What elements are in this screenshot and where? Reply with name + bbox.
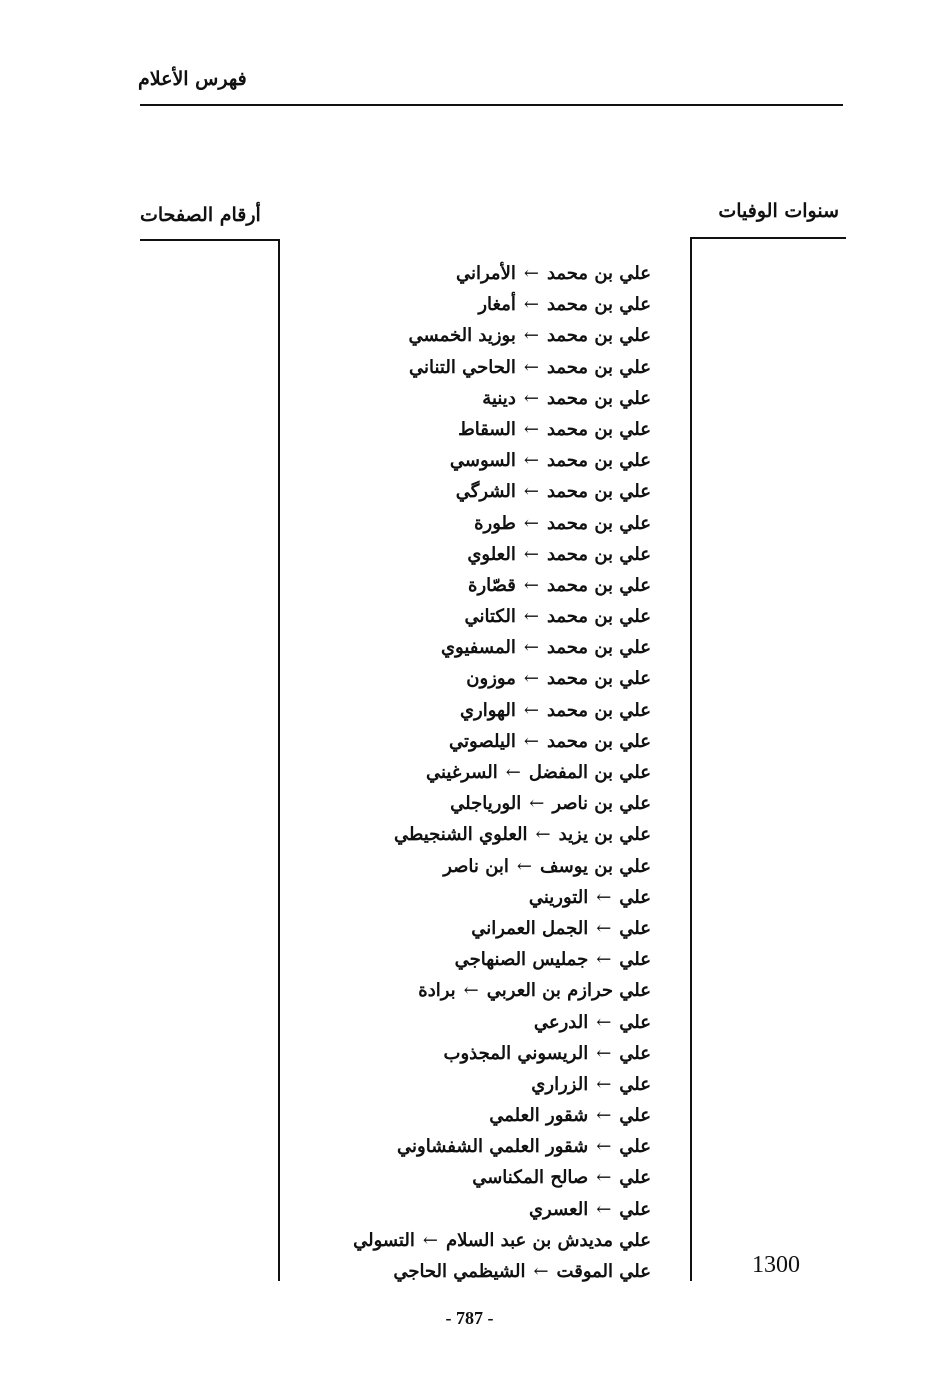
index-entry [271, 601, 651, 632]
death-years-heading-rule [690, 237, 846, 239]
left-arrow-icon: ← [523, 263, 539, 284]
left-arrow-icon: ← [596, 1167, 612, 1189]
index-entry [271, 663, 651, 694]
left-arrow-icon: ← [523, 294, 539, 316]
entry-reference: شقور العلمي [489, 1105, 589, 1127]
index-entry [271, 1225, 651, 1256]
entry-reference: طورة [474, 512, 516, 534]
left-arrow-icon: ← [596, 1042, 612, 1064]
entry-reference: أمغار [478, 294, 516, 316]
left-arrow-icon: ← [596, 1198, 612, 1220]
index-entry [271, 1194, 651, 1225]
entry-reference: العلوي الشنجيطي [393, 824, 528, 846]
entry-name: علي بن محمد [546, 387, 651, 409]
index-entry [271, 1069, 651, 1100]
entry-reference: التسولي [353, 1229, 415, 1251]
index-entry [271, 1256, 651, 1287]
entry-name: علي بن محمد [546, 512, 651, 534]
left-arrow-icon: ← [523, 450, 539, 472]
entry-name: علي بن المفضل [528, 762, 651, 783]
index-entry [271, 632, 651, 663]
index-entry [271, 352, 651, 383]
index-entry [271, 1162, 651, 1193]
header-rule [140, 104, 843, 106]
entry-reference: شقور العلمي الشفشاوني [397, 1136, 589, 1158]
left-arrow-icon: ← [523, 606, 539, 628]
death-year-value: 1300 [752, 1252, 800, 1278]
entry-name: علي حرازم بن العربي [486, 980, 651, 1002]
left-arrow-icon: ← [523, 699, 539, 721]
index-entry [271, 913, 651, 944]
entry-reference: برادة [418, 980, 456, 1002]
index-entry [271, 1038, 651, 1069]
left-arrow-icon: ← [523, 730, 539, 752]
index-entry [271, 1007, 651, 1038]
left-arrow-icon: ← [596, 1073, 612, 1095]
left-arrow-icon: ← [529, 793, 545, 815]
entry-name: علي بن محمد [546, 668, 651, 690]
entry-name: علي [619, 1105, 651, 1127]
entry-name: علي بن محمد [546, 481, 651, 503]
entry-name: علي [619, 1073, 651, 1095]
entry-name: علي بن يزيد [558, 824, 651, 846]
index-entry [271, 289, 651, 320]
entry-name: علي [619, 949, 651, 971]
index-entry [271, 788, 651, 819]
left-arrow-icon: ← [422, 1229, 438, 1251]
entry-reference: العلوي [467, 543, 516, 565]
entry-name: علي بن محمد [546, 356, 651, 378]
left-arrow-icon: ← [596, 1011, 612, 1033]
index-entry [271, 414, 651, 445]
page-numbers-heading-rule [140, 239, 280, 241]
left-arrow-icon: ← [596, 1105, 612, 1127]
entry-name: علي الموقت [556, 1261, 651, 1282]
entry-reference: الهواري [459, 699, 516, 721]
entry-reference: المسفيوي [440, 637, 516, 659]
index-entry [271, 508, 651, 539]
entry-name: علي بن محمد [546, 637, 651, 659]
index-entry [271, 320, 651, 351]
entry-name: علي بن محمد [546, 730, 651, 752]
index-entry [271, 757, 651, 788]
page-number: - 787 - [445, 1308, 494, 1328]
index-entry [271, 726, 651, 757]
entry-reference: جمليس الصنهاجي [454, 949, 589, 971]
entry-name: علي بن محمد [546, 543, 651, 565]
entry-name: علي [619, 1136, 651, 1158]
left-arrow-icon: ← [523, 512, 539, 534]
index-entry [271, 258, 651, 289]
entry-reference: الشيظمي الحاجي [393, 1261, 526, 1282]
left-arrow-icon: ← [523, 543, 539, 565]
entry-reference: العسري [528, 1198, 589, 1220]
left-arrow-icon: ← [505, 762, 521, 783]
entry-reference: الزراري [531, 1073, 589, 1095]
entry-reference: قصّارة [468, 574, 516, 596]
entry-reference: اليلصوتي [449, 730, 516, 752]
entry-name: علي [619, 1198, 651, 1220]
entry-reference: صالح المكناسي [472, 1167, 589, 1189]
left-arrow-icon: ← [596, 949, 612, 971]
entry-reference: التوريني [528, 886, 589, 908]
entry-reference: الجمل العمراني [471, 917, 589, 939]
entry-reference: الريسوني المجذوب [443, 1042, 589, 1064]
left-arrow-icon: ← [523, 418, 539, 440]
left-arrow-icon: ← [463, 980, 479, 1002]
index-entry [271, 539, 651, 570]
entry-name: علي بن محمد [546, 450, 651, 472]
index-entry [271, 695, 651, 726]
left-arrow-icon: ← [516, 855, 533, 877]
index-entry [271, 851, 651, 882]
entry-reference: السرغيني [425, 762, 498, 783]
entry-name: علي [619, 917, 651, 939]
index-entry [271, 1100, 651, 1131]
index-entry [271, 383, 651, 414]
index-entry [271, 1131, 651, 1162]
entry-reference: الدرعي [533, 1011, 589, 1033]
entry-name: علي [619, 1011, 651, 1033]
left-arrow-icon: ← [533, 1261, 549, 1282]
left-arrow-icon: ← [523, 574, 539, 596]
entry-reference: موزون [466, 668, 516, 690]
left-arrow-icon: ← [596, 1136, 612, 1158]
left-arrow-icon: ← [523, 481, 539, 503]
entry-reference: السوسي [449, 450, 516, 472]
death-years-heading: سنوات الوفيات [718, 200, 839, 222]
entry-name: علي بن محمد [546, 574, 651, 596]
entry-name: علي بن محمد [546, 606, 651, 628]
death-years-column-divider [690, 237, 692, 1281]
left-arrow-icon: ← [523, 356, 539, 378]
index-entry [271, 819, 651, 850]
entry-reference: الحاحي التناني [409, 356, 516, 378]
index-entry [271, 476, 651, 507]
left-arrow-icon: ← [523, 387, 539, 409]
entry-name: علي بن محمد [546, 263, 651, 284]
entry-name: علي مديدش بن عبد السلام [445, 1229, 651, 1251]
index-entries-list [271, 258, 651, 1287]
entry-reference: الأمراني [455, 263, 516, 284]
index-entry [271, 445, 651, 476]
entry-reference: الشرگي [455, 481, 516, 503]
entry-reference: بوزيد الخمسي [408, 325, 516, 347]
left-arrow-icon: ← [523, 668, 539, 690]
left-arrow-icon: ← [596, 886, 612, 908]
index-entry [271, 882, 651, 913]
entry-name: علي بن محمد [546, 294, 651, 316]
left-arrow-icon: ← [596, 917, 612, 939]
entry-name: علي [619, 1167, 651, 1189]
index-entry [271, 570, 651, 601]
index-entry [271, 975, 651, 1006]
entry-name: علي [619, 1042, 651, 1064]
entry-reference: دينية [482, 387, 516, 409]
left-arrow-icon: ← [523, 637, 539, 659]
entry-name: علي بن يوسف [540, 855, 651, 877]
entry-reference: الكتاني [464, 606, 516, 628]
page-numbers-heading: أرقام الصفحات [140, 204, 261, 226]
entry-reference: الورياجلي [450, 793, 522, 815]
entry-name: علي بن محمد [546, 699, 651, 721]
entry-reference: السقاط [458, 418, 516, 440]
entry-reference: ابن ناصر [443, 855, 509, 877]
left-arrow-icon: ← [535, 824, 551, 846]
running-header-title: فهرس الأعلام [138, 68, 247, 90]
entry-name: علي بن ناصر [552, 793, 651, 815]
entry-name: علي بن محمد [546, 325, 651, 347]
index-entry [271, 944, 651, 975]
entry-name: علي بن محمد [546, 418, 651, 440]
entry-name: علي [619, 886, 651, 908]
left-arrow-icon: ← [523, 325, 539, 347]
